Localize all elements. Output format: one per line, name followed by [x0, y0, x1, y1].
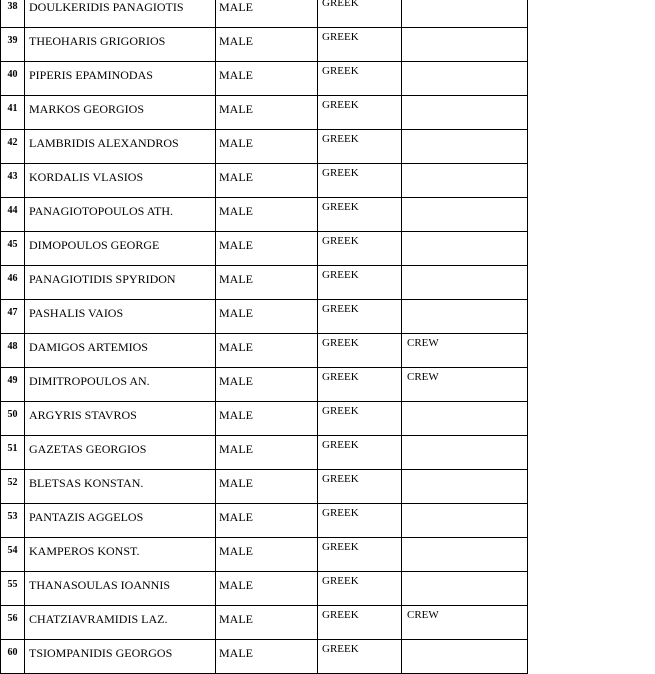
row-number-cell: 43	[1, 164, 25, 198]
row-number-cell: 51	[1, 436, 25, 470]
nationality-cell: GREEK	[318, 96, 402, 130]
note-cell	[402, 0, 528, 28]
note-cell	[402, 198, 528, 232]
table-row	[1, 572, 528, 606]
row-number-cell: 42	[1, 130, 25, 164]
table-row	[1, 606, 528, 640]
row-number-cell: 48	[1, 334, 25, 368]
person-name-cell: THANASOULAS IOANNIS	[25, 572, 216, 606]
row-number-cell: 53	[1, 504, 25, 538]
sex-cell: MALE	[216, 198, 318, 232]
row-number-cell: 56	[1, 606, 25, 640]
nationality-cell: GREEK	[318, 606, 402, 640]
row-number-cell: 49	[1, 368, 25, 402]
note-cell	[402, 436, 528, 470]
row-number-cell: 44	[1, 198, 25, 232]
row-number-cell: 41	[1, 96, 25, 130]
sex-cell: MALE	[216, 130, 318, 164]
table-row	[1, 164, 528, 198]
row-number-cell: 52	[1, 470, 25, 504]
person-name-cell: DIMOPOULOS GEORGE	[25, 232, 216, 266]
nationality-cell: GREEK	[318, 300, 402, 334]
person-name-cell: PANAGIOTIDIS SPYRIDON	[25, 266, 216, 300]
row-number-cell: 47	[1, 300, 25, 334]
person-name-cell: PANAGIOTOPOULOS ATH.	[25, 198, 216, 232]
sex-cell: MALE	[216, 164, 318, 198]
person-name-cell: LAMBRIDIS ALEXANDROS	[25, 130, 216, 164]
person-name-cell: DOULKERIDIS PANAGIOTIS	[25, 0, 216, 28]
sex-cell: MALE	[216, 470, 318, 504]
table-row	[1, 266, 528, 300]
nationality-cell: GREEK	[318, 402, 402, 436]
table-row	[1, 300, 528, 334]
row-number-cell: 54	[1, 538, 25, 572]
table-row	[1, 0, 528, 28]
person-name-cell: TSIOMPANIDIS GEORGOS	[25, 640, 216, 674]
sex-cell: MALE	[216, 300, 318, 334]
note-cell	[402, 572, 528, 606]
person-name-cell: PASHALIS VAIOS	[25, 300, 216, 334]
nationality-cell: GREEK	[318, 0, 402, 28]
sex-cell: MALE	[216, 96, 318, 130]
person-name-cell: PANTAZIS AGGELOS	[25, 504, 216, 538]
nationality-cell: GREEK	[318, 436, 402, 470]
sex-cell: MALE	[216, 266, 318, 300]
row-number-cell: 46	[1, 266, 25, 300]
person-name-cell: MARKOS GEORGIOS	[25, 96, 216, 130]
note-cell	[402, 300, 528, 334]
note-cell: CREW	[402, 368, 528, 402]
note-cell: CREW	[402, 334, 528, 368]
table-row	[1, 470, 528, 504]
sex-cell: MALE	[216, 504, 318, 538]
row-number-cell: 39	[1, 28, 25, 62]
nationality-cell: GREEK	[318, 538, 402, 572]
row-number-cell: 40	[1, 62, 25, 96]
sex-cell: MALE	[216, 402, 318, 436]
sex-cell: MALE	[216, 436, 318, 470]
row-number-cell: 45	[1, 232, 25, 266]
nationality-cell: GREEK	[318, 164, 402, 198]
person-name-cell: CHATZIAVRAMIDIS LAZ.	[25, 606, 216, 640]
nationality-cell: GREEK	[318, 266, 402, 300]
nationality-cell: GREEK	[318, 470, 402, 504]
nationality-cell: GREEK	[318, 232, 402, 266]
table-row	[1, 640, 528, 674]
note-cell	[402, 640, 528, 674]
table-row	[1, 402, 528, 436]
nationality-cell: GREEK	[318, 62, 402, 96]
note-cell	[402, 96, 528, 130]
note-cell: CREW	[402, 606, 528, 640]
table-row	[1, 504, 528, 538]
table-row	[1, 232, 528, 266]
row-number-cell: 50	[1, 402, 25, 436]
table-row	[1, 198, 528, 232]
note-cell	[402, 402, 528, 436]
sex-cell: MALE	[216, 232, 318, 266]
nationality-cell: GREEK	[318, 572, 402, 606]
person-name-cell: ARGYRIS STAVROS	[25, 402, 216, 436]
note-cell	[402, 538, 528, 572]
nationality-cell: GREEK	[318, 368, 402, 402]
person-name-cell: PIPERIS EPAMINODAS	[25, 62, 216, 96]
note-cell	[402, 28, 528, 62]
person-name-cell: DIMITROPOULOS AN.	[25, 368, 216, 402]
person-name-cell: DAMIGOS ARTEMIOS	[25, 334, 216, 368]
nationality-cell: GREEK	[318, 198, 402, 232]
nationality-cell: GREEK	[318, 640, 402, 674]
note-cell	[402, 62, 528, 96]
table-row	[1, 62, 528, 96]
note-cell	[402, 232, 528, 266]
sex-cell: MALE	[216, 334, 318, 368]
table-row	[1, 538, 528, 572]
table-row	[1, 368, 528, 402]
sex-cell: MALE	[216, 538, 318, 572]
table-row	[1, 436, 528, 470]
nationality-cell: GREEK	[318, 504, 402, 538]
nationality-cell: GREEK	[318, 130, 402, 164]
sex-cell: MALE	[216, 606, 318, 640]
table-row	[1, 334, 528, 368]
sex-cell: MALE	[216, 28, 318, 62]
note-cell	[402, 164, 528, 198]
row-number-cell: 60	[1, 640, 25, 674]
nationality-cell: GREEK	[318, 334, 402, 368]
sex-cell: MALE	[216, 62, 318, 96]
table-row	[1, 28, 528, 62]
row-number-cell: 55	[1, 572, 25, 606]
person-name-cell: BLETSAS KONSTAN.	[25, 470, 216, 504]
person-name-cell: THEOHARIS GRIGORIOS	[25, 28, 216, 62]
person-name-cell: GAZETAS GEORGIOS	[25, 436, 216, 470]
note-cell	[402, 504, 528, 538]
sex-cell: MALE	[216, 572, 318, 606]
nationality-cell: GREEK	[318, 28, 402, 62]
sex-cell: MALE	[216, 368, 318, 402]
table-row	[1, 96, 528, 130]
row-number-cell: 38	[1, 0, 25, 28]
sex-cell: MALE	[216, 640, 318, 674]
table-row	[1, 130, 528, 164]
note-cell	[402, 266, 528, 300]
note-cell	[402, 130, 528, 164]
sex-cell: MALE	[216, 0, 318, 28]
person-name-cell: KORDALIS VLASIOS	[25, 164, 216, 198]
person-name-cell: KAMPEROS KONST.	[25, 538, 216, 572]
roster-table-body	[1, 0, 528, 674]
note-cell	[402, 470, 528, 504]
